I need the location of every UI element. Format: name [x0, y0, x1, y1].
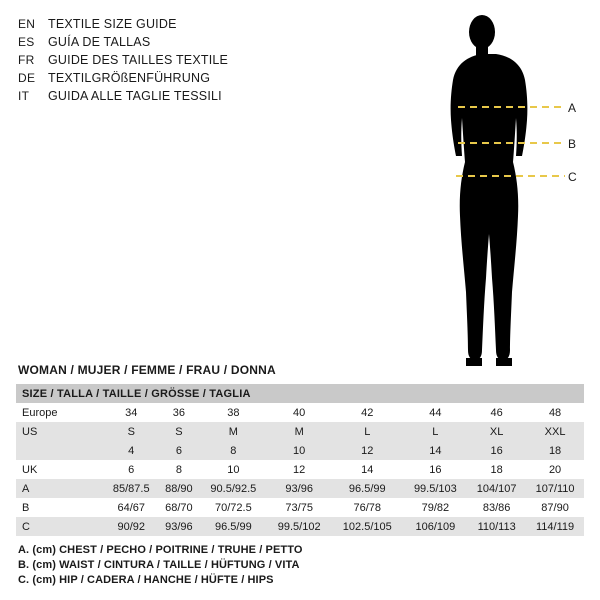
row-label: UK — [22, 463, 38, 476]
cell: 38 — [227, 406, 240, 419]
table-row — [16, 479, 584, 498]
cell: 12 — [361, 444, 374, 457]
cell: 96.5/99 — [348, 482, 386, 495]
cell: 40 — [293, 406, 306, 419]
note-waist: B. (cm) WAIST / CINTURA / TAILLE / HÜFTUNG / VITA — [18, 559, 300, 571]
cell: 16 — [429, 463, 442, 476]
cell: 102.5/105 — [342, 520, 392, 533]
cell: M — [228, 425, 238, 438]
cell: 34 — [125, 406, 138, 419]
measure-label-b: B — [568, 137, 577, 151]
language-row — [18, 52, 318, 68]
section-title: WOMAN / MUJER / FEMME / FRAU / DONNA — [18, 363, 276, 377]
cell: 68/70 — [165, 501, 193, 514]
cell: 93/96 — [165, 520, 193, 533]
cell: 10 — [293, 444, 306, 457]
cell: 106/109 — [415, 520, 456, 533]
measure-label-a: A — [568, 101, 577, 115]
row-label: US — [22, 425, 38, 438]
language-row — [18, 34, 318, 50]
cell: 93/96 — [285, 482, 313, 495]
table-header-row — [16, 384, 584, 403]
cell: L — [364, 425, 371, 438]
cell: 36 — [172, 406, 186, 419]
cell: 99.5/103 — [413, 482, 457, 495]
language-title: TEXTILE SIZE GUIDE — [48, 17, 177, 31]
cell: 90/92 — [117, 520, 145, 533]
cell: 110/113 — [477, 520, 516, 533]
measurement-notes — [18, 543, 303, 588]
language-row — [18, 70, 318, 86]
cell: 12 — [293, 463, 306, 476]
language-header-block — [18, 16, 318, 106]
row-label — [16, 441, 104, 460]
cell: 8 — [230, 444, 237, 457]
cell: 14 — [361, 463, 374, 476]
cell: 46 — [490, 406, 503, 419]
cell: 18 — [490, 463, 503, 476]
cell: 16 — [490, 444, 503, 457]
cell: 70/72.5 — [215, 501, 252, 514]
table-row — [16, 422, 584, 441]
row-label: A — [22, 482, 30, 495]
language-row — [18, 88, 318, 104]
language-code: EN — [18, 17, 36, 31]
language-title: GUIDA ALLE TAGLIE TESSILI — [48, 89, 222, 103]
cell: S — [127, 425, 135, 438]
cell: 107/110 — [535, 482, 575, 495]
cell: 114/119 — [536, 520, 575, 533]
size-table — [16, 384, 584, 536]
table-row — [16, 517, 584, 536]
cell: 8 — [175, 463, 182, 476]
note-hip: C. (cm) HIP / CADERA / HANCHE / HÜFTE / HIPS — [18, 574, 274, 586]
cell: 42 — [361, 406, 374, 419]
row-label: C — [22, 520, 30, 533]
table-header-label: SIZE / TALLA / TAILLE / GRÖSSE / TAGLIA — [22, 387, 251, 400]
cell: 64/67 — [117, 501, 145, 514]
table-row — [16, 403, 584, 422]
cell: 96.5/99 — [215, 520, 252, 533]
cell: 90.5/92.5 — [210, 482, 257, 495]
note-chest: A. (cm) CHEST / PECHO / POITRINE / TRUHE / PETTO — [18, 544, 303, 556]
language-title: GUÍA DE TALLAS — [48, 35, 151, 49]
cell: 79/82 — [421, 501, 450, 514]
cell: 4 — [128, 444, 135, 457]
measure-label-c: C — [568, 170, 577, 184]
language-row — [18, 16, 318, 32]
cell: 99.5/102 — [277, 520, 321, 533]
table-row — [16, 498, 584, 517]
language-code: ES — [18, 35, 35, 49]
cell: 6 — [128, 463, 135, 476]
table-row — [16, 441, 584, 460]
row-label: B — [22, 501, 30, 514]
language-code: FR — [18, 53, 35, 67]
cell: 48 — [548, 406, 562, 419]
cell: 18 — [548, 444, 562, 457]
cell: 76/78 — [353, 501, 382, 514]
language-code: DE — [18, 71, 36, 85]
row-label: Europe — [22, 406, 58, 419]
cell: S — [175, 425, 183, 438]
female-body-figure — [420, 10, 590, 370]
female-silhouette-icon — [420, 10, 590, 370]
cell: 73/75 — [285, 501, 313, 514]
cell: 83/86 — [482, 501, 511, 514]
language-code: IT — [18, 89, 30, 103]
cell: 6 — [175, 444, 182, 457]
cell: 88/90 — [165, 482, 193, 495]
table-row — [16, 460, 584, 479]
cell: 10 — [227, 463, 240, 476]
cell: M — [294, 425, 304, 438]
cell: 14 — [429, 444, 442, 457]
cell: XL — [489, 425, 504, 438]
language-title: TEXTILGRÖßENFÜHRUNG — [48, 71, 211, 85]
cell: L — [432, 425, 439, 438]
cell: 87/90 — [541, 501, 569, 514]
cell: 44 — [429, 406, 442, 419]
cell: 85/87.5 — [112, 482, 150, 495]
cell: 20 — [548, 463, 562, 476]
cell: 104/107 — [476, 482, 517, 495]
language-title: GUIDE DES TAILLES TEXTILE — [48, 53, 229, 67]
cell: XXL — [544, 425, 566, 438]
